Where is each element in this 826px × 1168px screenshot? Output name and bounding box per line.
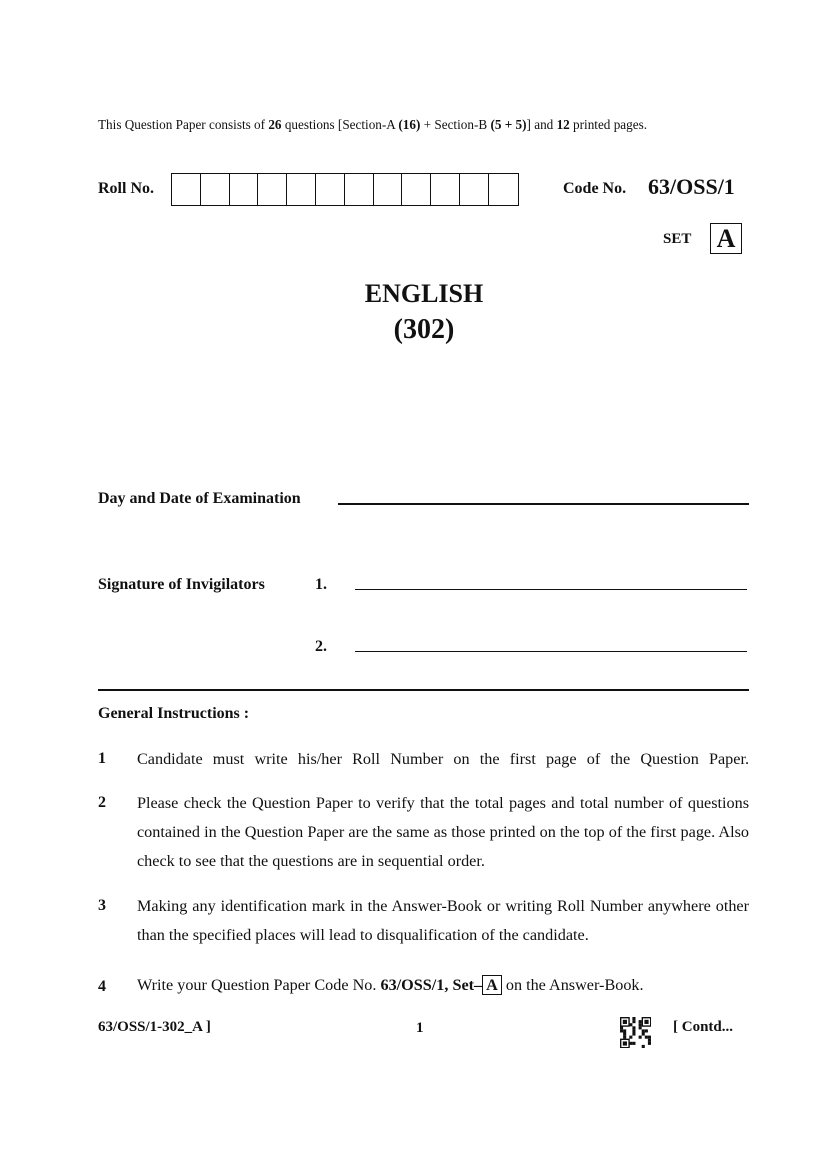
footer-continued: [ Contd... <box>673 1019 734 1035</box>
instruction-4-number: 4 <box>98 978 106 995</box>
signature-number-1: 1. <box>315 576 327 593</box>
roll-number-box <box>489 174 518 205</box>
instruction-1-number: 1 <box>98 750 106 767</box>
roll-number-label: Roll No. <box>98 180 154 197</box>
signature-line-1 <box>355 589 747 590</box>
instruction-2-number: 2 <box>98 794 106 811</box>
footer-page-number: 1 <box>416 1020 424 1036</box>
roll-number-box <box>172 174 201 205</box>
roll-number-box <box>374 174 403 205</box>
subject-title: ENGLISH <box>364 279 484 308</box>
set-label: SET <box>663 231 692 247</box>
code-number-label: Code No. <box>563 180 627 197</box>
qr-code-icon <box>620 1017 651 1048</box>
section-divider <box>98 689 749 691</box>
roll-number-box <box>402 174 431 205</box>
roll-number-box <box>345 174 374 205</box>
roll-number-box <box>287 174 316 205</box>
question-paper-info: This Question Paper consists of 26 questions [Section-A (16) + Section-B (5 + 5)] and 12 printed pages. <box>98 117 648 132</box>
day-date-field-line <box>338 503 749 505</box>
signature-invigilators-label: Signature of Invigilators <box>98 576 265 593</box>
code-number-value: 63/OSS/1 <box>648 174 735 199</box>
roll-number-box <box>230 174 259 205</box>
roll-number-box <box>460 174 489 205</box>
set-value-box: A <box>710 223 742 254</box>
subject-code: (302) <box>393 314 455 345</box>
day-date-label: Day and Date of Examination <box>98 490 301 507</box>
instruction-4-text: Write your Question Paper Code No. 63/OSS/1, Set– A on the Answer-Book. <box>137 976 644 994</box>
instruction-4-set-box: A <box>482 975 502 995</box>
roll-number-box <box>258 174 287 205</box>
general-instructions-heading: General Instructions : <box>98 705 250 722</box>
instruction-1-text: Candidate must write his/her Roll Number on the first page of the Question Paper. <box>137 750 749 768</box>
roll-number-box <box>316 174 345 205</box>
instruction-3-number: 3 <box>98 897 106 914</box>
roll-number-boxes <box>171 173 519 206</box>
signature-line-2 <box>355 651 747 652</box>
instruction-3-text: Making any identification mark in the Answer-Book or writing Roll Number anywhere other than the specified places will lead to disqualification of the candidate. <box>137 897 749 944</box>
roll-number-box <box>431 174 460 205</box>
signature-number-2: 2. <box>315 638 327 655</box>
roll-number-box <box>201 174 230 205</box>
footer-paper-code: 63/OSS/1-302_A ] <box>98 1019 211 1035</box>
instruction-2-text: Please check the Question Paper to verify that the total pages and total number of questions contained in the Question Paper are the same as those printed on the top of the first page. Also check to see that the questions are in sequential order. <box>137 794 749 870</box>
